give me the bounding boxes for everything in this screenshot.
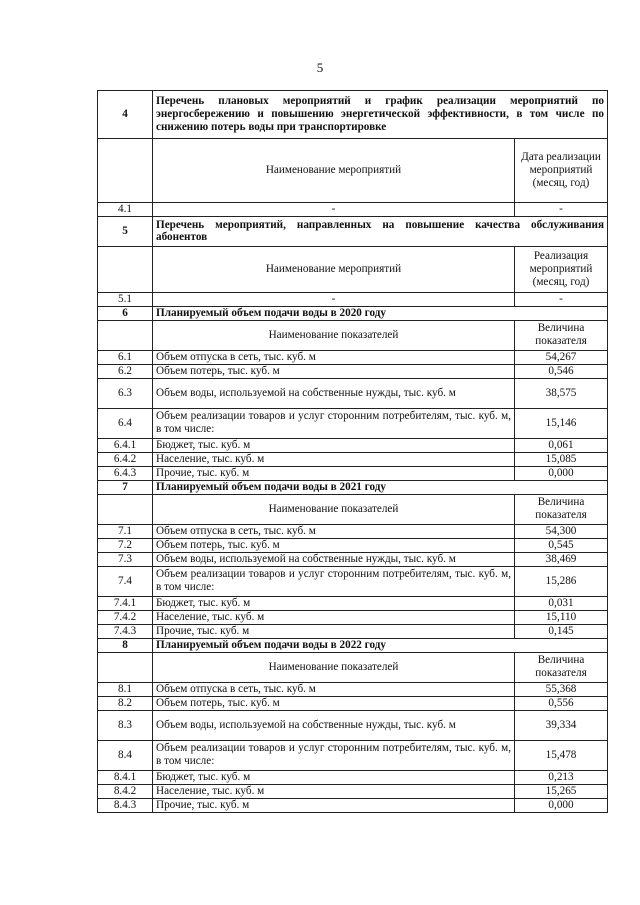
section-title-row [98, 216, 608, 246]
header-name: Наименование мероприятий [153, 139, 515, 203]
row-number: 7.2 [98, 538, 153, 552]
row-number: 6.3 [98, 378, 153, 408]
row-value: 0,000 [515, 466, 608, 480]
header-number-cell [98, 652, 153, 682]
section-header-row [98, 246, 608, 292]
row-name: Объем отпуска в сеть, тыс. куб. м [153, 350, 515, 364]
table-row [98, 610, 608, 624]
table-row [98, 784, 608, 798]
table-row [98, 566, 608, 596]
row-number: 8.3 [98, 710, 153, 740]
row-name: Прочие, тыс. куб. м [153, 798, 515, 812]
section-header-row [98, 652, 608, 682]
header-name: Наименование мероприятий [153, 246, 515, 292]
table-row [98, 710, 608, 740]
row-value: 0,213 [515, 770, 608, 784]
row-value: 39,334 [515, 710, 608, 740]
header-number-cell [98, 246, 153, 292]
header-value: Величина показателя [515, 320, 608, 350]
row-name: - [153, 292, 515, 306]
row-value: 0,061 [515, 438, 608, 452]
table-row [98, 452, 608, 466]
header-value: Дата реализации мероприятий (месяц, год) [515, 139, 608, 203]
row-value: 15,085 [515, 452, 608, 466]
row-number: 8.4.3 [98, 798, 153, 812]
row-value: - [515, 292, 608, 306]
section-header-row [98, 320, 608, 350]
row-value: 55,368 [515, 682, 608, 696]
table-row [98, 292, 608, 306]
row-value: 0,031 [515, 596, 608, 610]
row-name: Объем отпуска в сеть, тыс. куб. м [153, 682, 515, 696]
section-number: 6 [98, 306, 153, 320]
table-row [98, 524, 608, 538]
table-row [98, 538, 608, 552]
row-value: 15,146 [515, 408, 608, 438]
row-value: 15,478 [515, 740, 608, 770]
section-title-row [98, 91, 608, 139]
table-row [98, 203, 608, 217]
table-row [98, 696, 608, 710]
row-value: 0,556 [515, 696, 608, 710]
table-row [98, 596, 608, 610]
table-row [98, 408, 608, 438]
row-number: 6.4.1 [98, 438, 153, 452]
row-value: 15,110 [515, 610, 608, 624]
row-number: 7.4.3 [98, 624, 153, 638]
section-title-row [98, 306, 608, 320]
section-number: 7 [98, 480, 153, 494]
row-name: Население, тыс. куб. м [153, 610, 515, 624]
row-name: Бюджет, тыс. куб. м [153, 438, 515, 452]
row-value: 0,546 [515, 364, 608, 378]
header-number-cell [98, 494, 153, 524]
row-number: 8.4.2 [98, 784, 153, 798]
row-name: Объем воды, используемой на собственные нужды, тыс. куб. м [153, 552, 515, 566]
row-name: Бюджет, тыс. куб. м [153, 770, 515, 784]
row-number: 6.4.3 [98, 466, 153, 480]
header-value: Величина показателя [515, 494, 608, 524]
row-value: 0,145 [515, 624, 608, 638]
row-name: Население, тыс. куб. м [153, 784, 515, 798]
header-number-cell [98, 139, 153, 203]
row-number: 6.2 [98, 364, 153, 378]
row-name: Объем воды, используемой на собственные нужды, тыс. куб. м [153, 378, 515, 408]
row-value: 0,545 [515, 538, 608, 552]
plan-table [97, 90, 608, 813]
table-row [98, 552, 608, 566]
row-number: 6.1 [98, 350, 153, 364]
table-row [98, 740, 608, 770]
header-name: Наименование показателей [153, 652, 515, 682]
section-header-row [98, 494, 608, 524]
page-number: 5 [316, 60, 324, 75]
row-number: 4.1 [98, 203, 153, 217]
row-number: 8.2 [98, 696, 153, 710]
table-row [98, 378, 608, 408]
section-title: Перечень мероприятий, направленных на повышение качества обслуживания абонентов [153, 216, 608, 246]
table-row [98, 438, 608, 452]
row-value: 0,000 [515, 798, 608, 812]
row-number: 7.1 [98, 524, 153, 538]
row-name: Объем воды, используемой на собственные нужды, тыс. куб. м [153, 710, 515, 740]
row-name: Объем потерь, тыс. куб. м [153, 538, 515, 552]
section-title: Планируемый объем подачи воды в 2022 году [153, 638, 608, 652]
header-value: Реализация мероприятий (месяц, год) [515, 246, 608, 292]
row-name: Прочие, тыс. куб. м [153, 624, 515, 638]
row-number: 6.4 [98, 408, 153, 438]
row-name: Бюджет, тыс. куб. м [153, 596, 515, 610]
row-number: 6.4.2 [98, 452, 153, 466]
row-value: 15,265 [515, 784, 608, 798]
section-title: Планируемый объем подачи воды в 2021 году [153, 480, 608, 494]
table-row [98, 466, 608, 480]
row-value: 54,267 [515, 350, 608, 364]
section-number: 5 [98, 216, 153, 246]
section-title: Перечень плановых мероприятий и график реализации мероприятий по энергосбережению и повышению энергетической эффективности, в том числе по снижению потерь воды при транспортировке [153, 91, 608, 139]
row-value: 54,300 [515, 524, 608, 538]
table-row [98, 350, 608, 364]
table-row [98, 364, 608, 378]
row-name: Объем реализации товаров и услуг сторонним потребителям, тыс. куб. м, в том числе: [153, 740, 515, 770]
row-name: Население, тыс. куб. м [153, 452, 515, 466]
row-name: Объем потерь, тыс. куб. м [153, 364, 515, 378]
row-name: Объем реализации товаров и услуг сторонним потребителям, тыс. куб. м, в том числе: [153, 566, 515, 596]
row-value: - [515, 203, 608, 217]
row-number: 7.4 [98, 566, 153, 596]
row-value: 38,575 [515, 378, 608, 408]
row-number: 7.3 [98, 552, 153, 566]
section-title-row [98, 480, 608, 494]
row-name: Прочие, тыс. куб. м [153, 466, 515, 480]
table-row [98, 624, 608, 638]
row-value: 38,469 [515, 552, 608, 566]
row-number: 7.4.2 [98, 610, 153, 624]
table-row [98, 682, 608, 696]
section-title: Планируемый объем подачи воды в 2020 году [153, 306, 608, 320]
row-number: 8.4 [98, 740, 153, 770]
section-title-row [98, 638, 608, 652]
row-value: 15,286 [515, 566, 608, 596]
header-value: Величина показателя [515, 652, 608, 682]
header-name: Наименование показателей [153, 320, 515, 350]
row-number: 8.1 [98, 682, 153, 696]
row-number: 5.1 [98, 292, 153, 306]
row-name: Объем отпуска в сеть, тыс. куб. м [153, 524, 515, 538]
section-number: 4 [98, 91, 153, 139]
header-number-cell [98, 320, 153, 350]
section-number: 8 [98, 638, 153, 652]
row-name: Объем потерь, тыс. куб. м [153, 696, 515, 710]
row-name: - [153, 203, 515, 217]
row-number: 7.4.1 [98, 596, 153, 610]
row-name: Объем реализации товаров и услуг сторонним потребителям, тыс. куб. м, в том числе: [153, 408, 515, 438]
row-number: 8.4.1 [98, 770, 153, 784]
section-header-row [98, 139, 608, 203]
table-row [98, 770, 608, 784]
header-name: Наименование показателей [153, 494, 515, 524]
table-row [98, 798, 608, 812]
